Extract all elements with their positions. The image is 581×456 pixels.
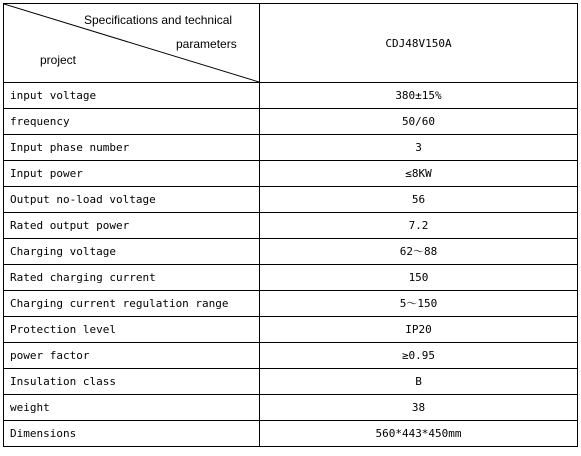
row-value: B [260,369,578,395]
row-label: Charging current regulation range [4,291,260,317]
diagonal-header-cell [4,4,260,83]
row-label: power factor [4,343,260,369]
table-row [4,83,578,109]
row-value: ≥0.95 [260,343,578,369]
row-value: IP20 [260,317,578,343]
table-row [4,187,578,213]
row-label: Insulation class [4,369,260,395]
row-label: weight [4,395,260,421]
table-row [4,369,578,395]
table-row [4,343,578,369]
row-label: frequency [4,109,260,135]
row-label: Input power [4,161,260,187]
row-value: ≤8KW [260,161,578,187]
row-label: Input phase number [4,135,260,161]
row-value: 150 [260,265,578,291]
spec-table-body [4,4,578,447]
row-value: 7.2 [260,213,578,239]
table-row [4,109,578,135]
row-label: Output no-load voltage [4,187,260,213]
header-row [4,4,578,83]
row-value: 560*443*450mm [260,421,578,447]
header-spec-label-line2: parameters [176,37,237,51]
table-row [4,421,578,447]
row-value: 56 [260,187,578,213]
row-label: Dimensions [4,421,260,447]
table-row [4,317,578,343]
row-label: Protection level [4,317,260,343]
header-project-label: project [40,53,77,67]
spec-table [3,3,578,447]
row-label: Charging voltage [4,239,260,265]
header-spec-label-line1: Specifications and technical [84,13,233,27]
row-value: 380±15% [260,83,578,109]
table-row [4,291,578,317]
row-label: Rated output power [4,213,260,239]
row-value: 38 [260,395,578,421]
row-label: input voltage [4,83,260,109]
table-row [4,395,578,421]
row-value: 5～150 [260,291,578,317]
table-row [4,161,578,187]
row-value: 50/60 [260,109,578,135]
row-label: Rated charging current [4,265,260,291]
header-model-cell: CDJ48V150A [260,4,578,83]
table-row [4,239,578,265]
table-row [4,265,578,291]
row-value: 62～88 [260,239,578,265]
row-value: 3 [260,135,578,161]
table-row [4,213,578,239]
table-row [4,135,578,161]
